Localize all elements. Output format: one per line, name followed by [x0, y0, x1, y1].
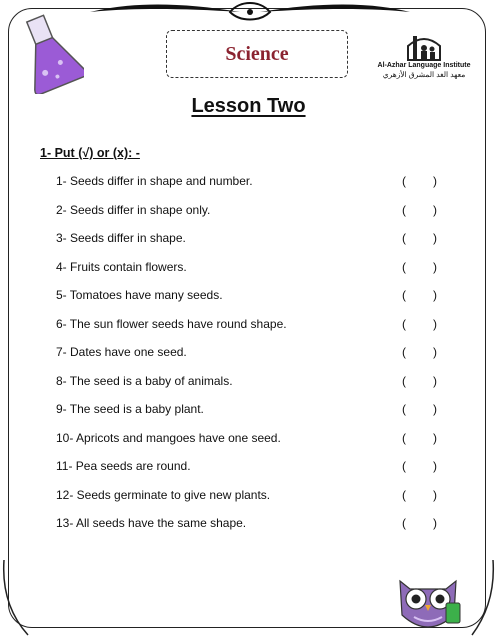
corner-ornament-bottom-left — [0, 560, 30, 637]
answer-paren-close: ) — [433, 345, 437, 359]
answer-paren-close: ) — [433, 231, 437, 245]
subject-banner — [166, 30, 348, 78]
section-heading: 1- Put (√) or (x): - — [40, 146, 140, 160]
question-text: 3- Seeds differ in shape. — [56, 231, 186, 245]
question-text: 6- The sun flower seeds have round shape. — [56, 316, 287, 331]
answer-blank[interactable] — [409, 259, 431, 275]
answer-paren-open: ( — [402, 288, 406, 302]
institute-name-en: Al-Azhar Language Institute — [377, 62, 471, 69]
institute-logo — [376, 32, 472, 90]
answer-paren-open: ( — [402, 487, 406, 502]
answer-blank[interactable] — [409, 202, 431, 218]
answer-blank[interactable] — [409, 373, 431, 389]
answer-paren-open: ( — [402, 345, 406, 359]
answer-blank[interactable] — [409, 173, 431, 189]
question-text: 7- Dates have one seed. — [56, 345, 187, 359]
question-text: 10- Apricots and mangoes have one seed. — [56, 430, 281, 445]
question-text: 9- The seed is a baby plant. — [56, 402, 204, 416]
answer-blank[interactable] — [409, 316, 431, 332]
answer-paren-open: ( — [402, 402, 406, 416]
corner-ornament-bottom-right — [470, 560, 497, 637]
subject-title: Science — [225, 42, 289, 65]
answer-paren-close: ) — [433, 259, 437, 274]
question-text: 13- All seeds have the same shape. — [56, 516, 247, 530]
question-text: 11- Pea seeds are round. — [56, 459, 191, 473]
answer-blank[interactable] — [409, 230, 431, 246]
answer-paren-close: ) — [433, 202, 437, 217]
answer-blank[interactable] — [409, 287, 431, 303]
answer-paren-close: ) — [433, 174, 437, 188]
answer-paren-close: ) — [433, 430, 437, 445]
institute-logo-icon — [404, 32, 444, 62]
answer-paren-open: ( — [402, 516, 406, 530]
answer-paren-close: ) — [433, 288, 437, 302]
answer-blank[interactable] — [409, 487, 431, 503]
answer-blank[interactable] — [409, 515, 431, 531]
answer-blank[interactable] — [409, 458, 431, 474]
answer-paren-open: ( — [402, 316, 406, 331]
answer-blank[interactable] — [409, 344, 431, 360]
owl-icon — [392, 575, 464, 635]
question-text: 8- The seed is a baby of animals. — [56, 373, 233, 388]
question-text: 5- Tomatoes have many seeds. — [56, 288, 223, 302]
answer-paren-close: ) — [433, 316, 437, 331]
answer-blank[interactable] — [409, 430, 431, 446]
top-ornament — [90, 0, 410, 24]
question-text: 12- Seeds germinate to give new plants. — [56, 487, 271, 502]
question-text: 2- Seeds differ in shape only. — [56, 202, 211, 217]
institute-name-ar: معهد الغد المشرق الأزهري — [382, 70, 466, 79]
question-text: 1- Seeds differ in shape and number. — [56, 174, 253, 188]
answer-paren-close: ) — [433, 402, 437, 416]
answer-paren-open: ( — [402, 174, 406, 188]
answer-paren-close: ) — [433, 516, 437, 530]
answer-paren-close: ) — [433, 373, 437, 388]
answer-paren-open: ( — [402, 231, 406, 245]
answer-paren-close: ) — [433, 459, 437, 473]
lesson-title: Lesson Two — [191, 95, 306, 117]
answer-paren-open: ( — [402, 259, 406, 274]
question-text: 4- Fruits contain flowers. — [56, 259, 187, 274]
answer-paren-close: ) — [433, 487, 437, 502]
answer-paren-open: ( — [402, 459, 406, 473]
answer-blank[interactable] — [409, 401, 431, 417]
answer-paren-open: ( — [402, 202, 406, 217]
answer-paren-open: ( — [402, 430, 406, 445]
answer-paren-open: ( — [402, 373, 406, 388]
flask-icon — [14, 12, 84, 94]
